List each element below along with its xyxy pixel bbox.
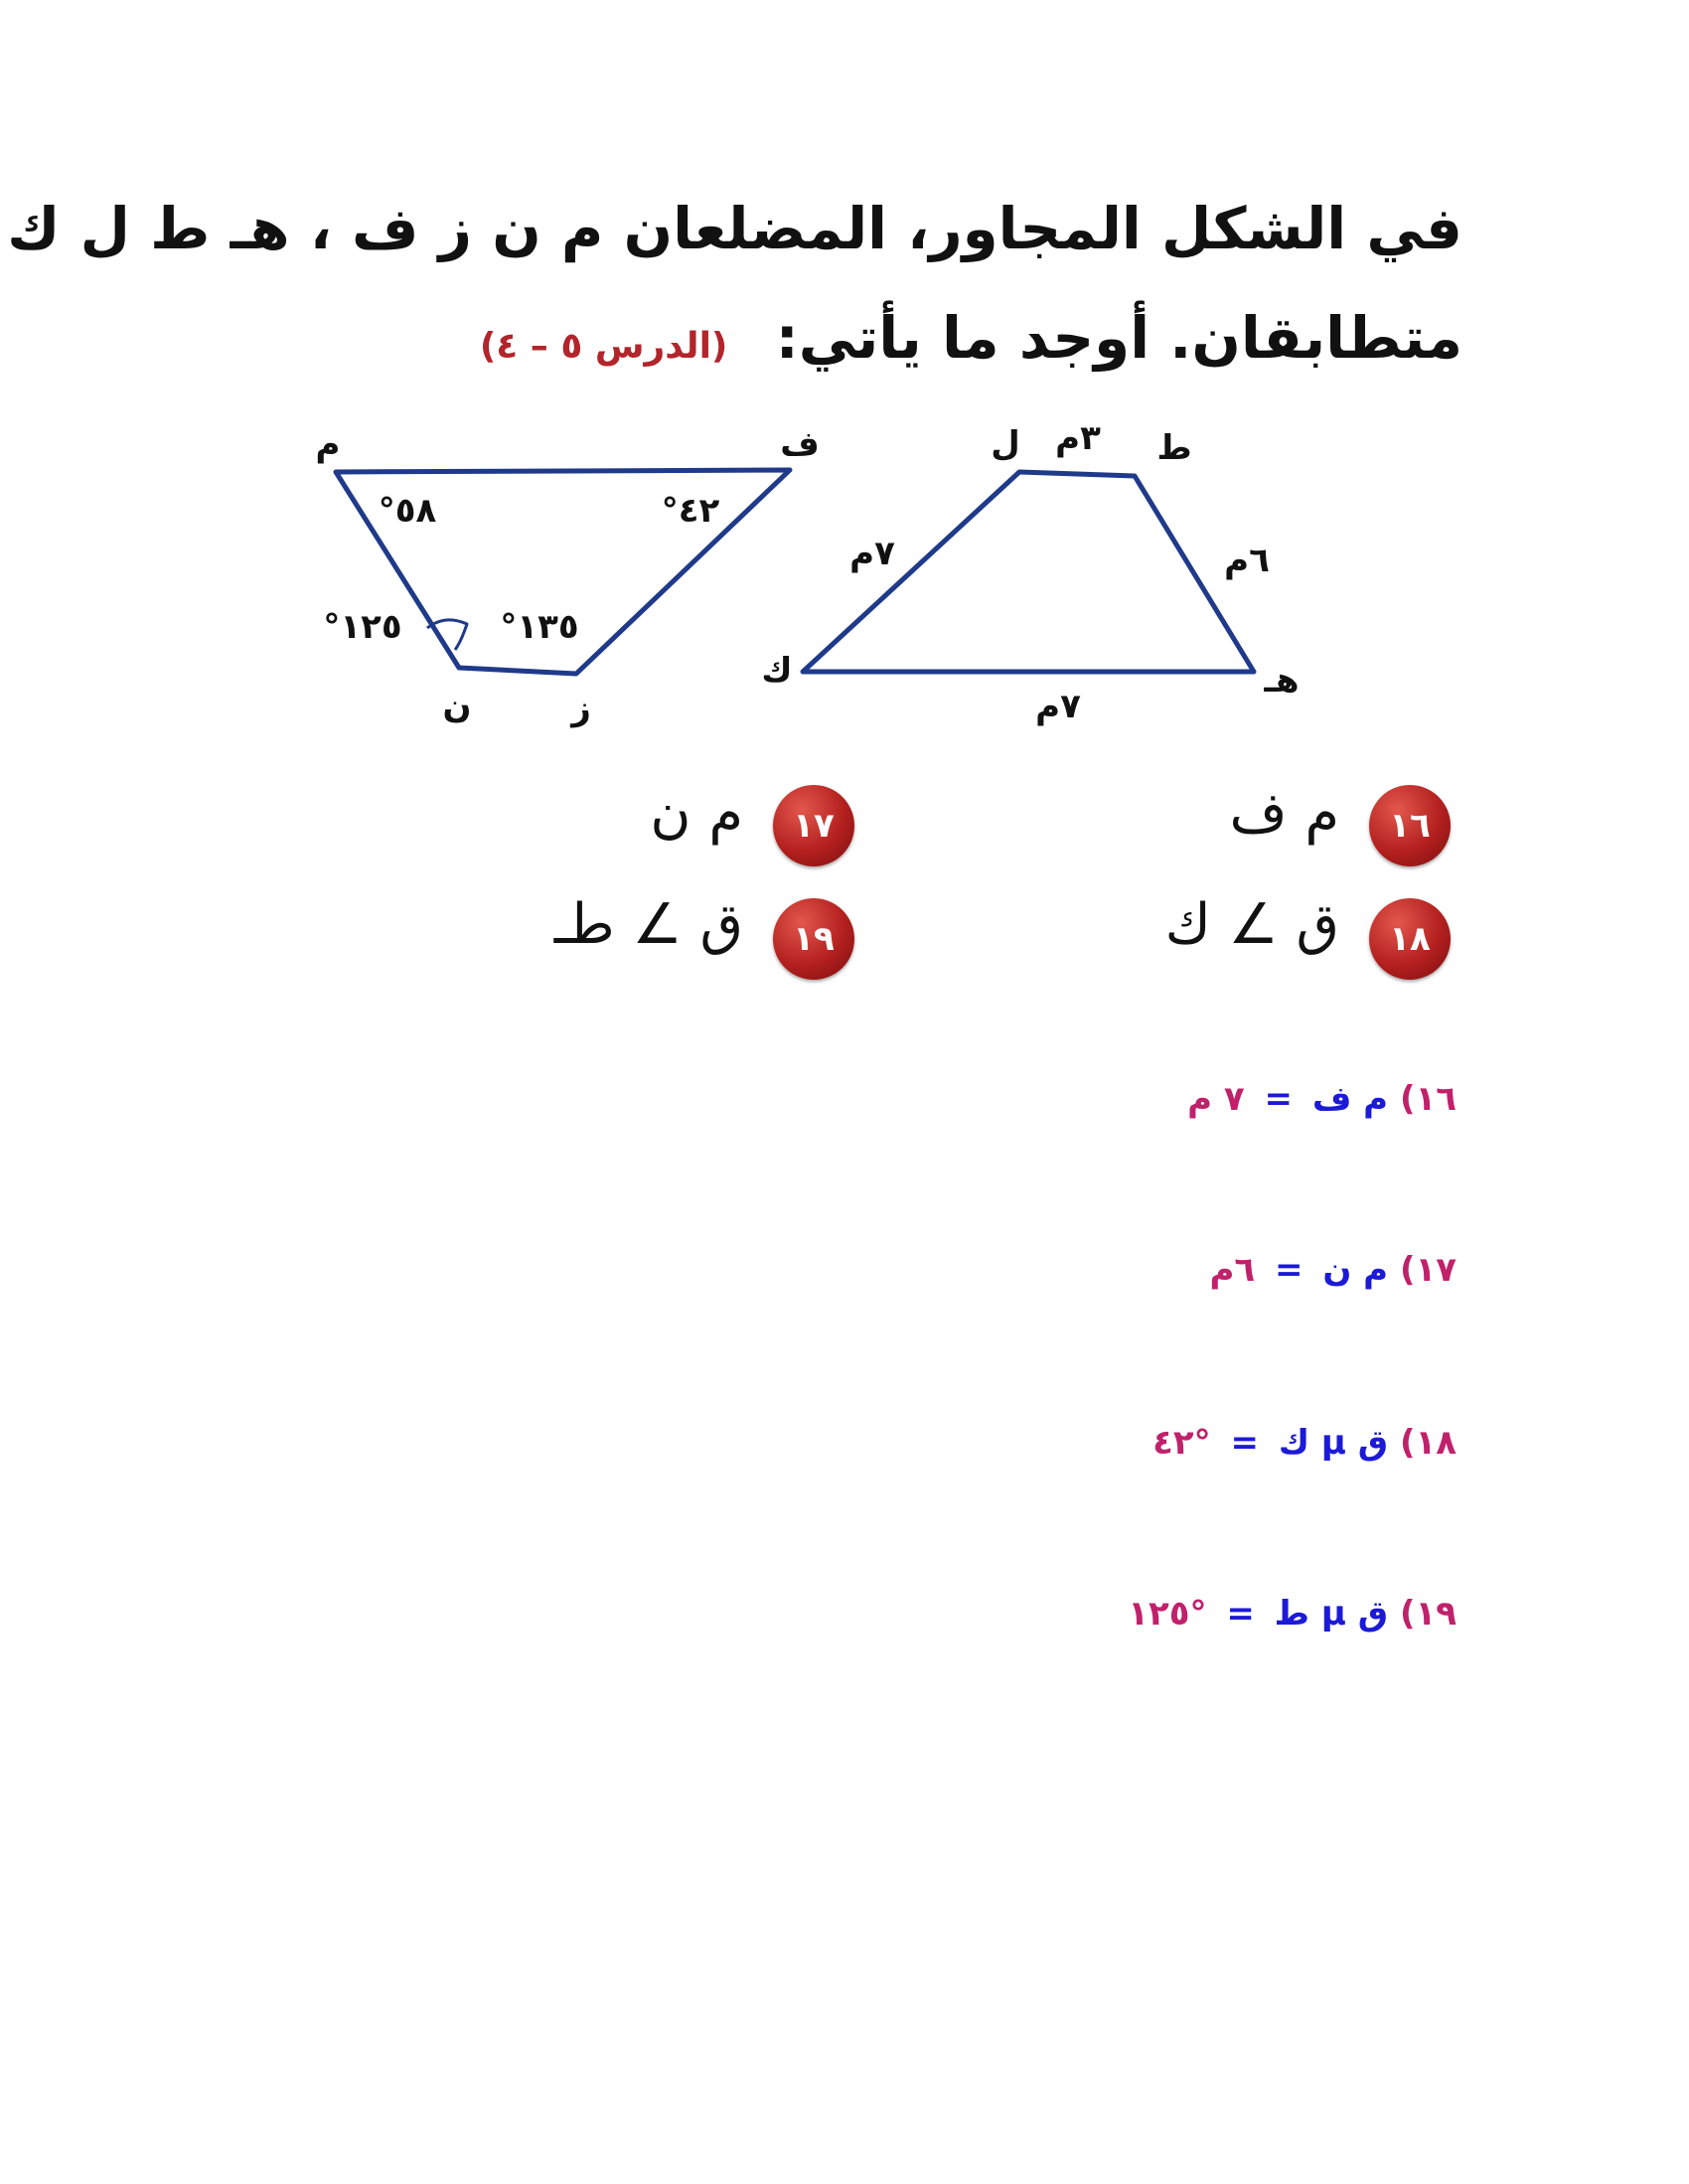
exercise-text-16: م ف — [1229, 781, 1339, 846]
vertex-label-n: ن — [442, 687, 472, 726]
exercise-badge-18: ١٨ — [1369, 898, 1451, 980]
exercise-badge-16: ١٦ — [1369, 785, 1451, 866]
angle-label-z: °١٣٥ — [500, 607, 579, 647]
vertex-label-l: ل — [991, 424, 1020, 464]
exercise-text-17: م ن — [650, 781, 743, 846]
vertex-label-z: ز — [571, 689, 591, 728]
vertex-label-f: ف — [780, 424, 820, 464]
angle-label-m: °٥٨ — [378, 491, 437, 531]
side-label-lt: ٣م — [1055, 418, 1101, 458]
vertex-label-k: ك — [761, 651, 793, 691]
answer-16: ١٦) م ف = ٧ م — [1187, 1079, 1457, 1119]
congruent-polygons-figure — [298, 417, 1341, 755]
angle-label-n: °١٢٥ — [323, 607, 402, 647]
side-label-kl: ٧م — [849, 534, 895, 573]
problem-statement-line2 — [270, 304, 1462, 372]
problem-statement-line1: في الشكل المجاور، المضلعان م ن ز ف ، هـ ط ل ك — [7, 195, 1462, 262]
vertex-label-m: م — [315, 424, 341, 464]
problem-statement-text: متطابقان. أوجد ما يأتي: — [775, 304, 1462, 372]
angle-label-f: °٤٢ — [661, 491, 720, 531]
exercise-badge-17: ١٧ — [773, 785, 854, 866]
answer-17: ١٧) م ن = ٦م — [1209, 1250, 1457, 1290]
answer-18: ١٨) ق µ ك = °٤٢ — [1152, 1423, 1457, 1463]
exercise-text-19: ق ∠ طـ — [553, 892, 743, 957]
lesson-reference: (الدرس ٥ – ٤) — [479, 326, 728, 367]
exercise-text-18: ق ∠ ك — [1164, 892, 1339, 957]
vertex-label-h: هـ — [1264, 661, 1300, 701]
side-label-th: ٦م — [1224, 541, 1270, 580]
answer-19: ١٩) ق µ ط = °١٢٥ — [1128, 1594, 1457, 1634]
exercise-badge-19: ١٩ — [773, 898, 854, 980]
side-label-kh: ٧م — [1035, 687, 1081, 726]
vertex-label-t: ط — [1156, 428, 1192, 468]
